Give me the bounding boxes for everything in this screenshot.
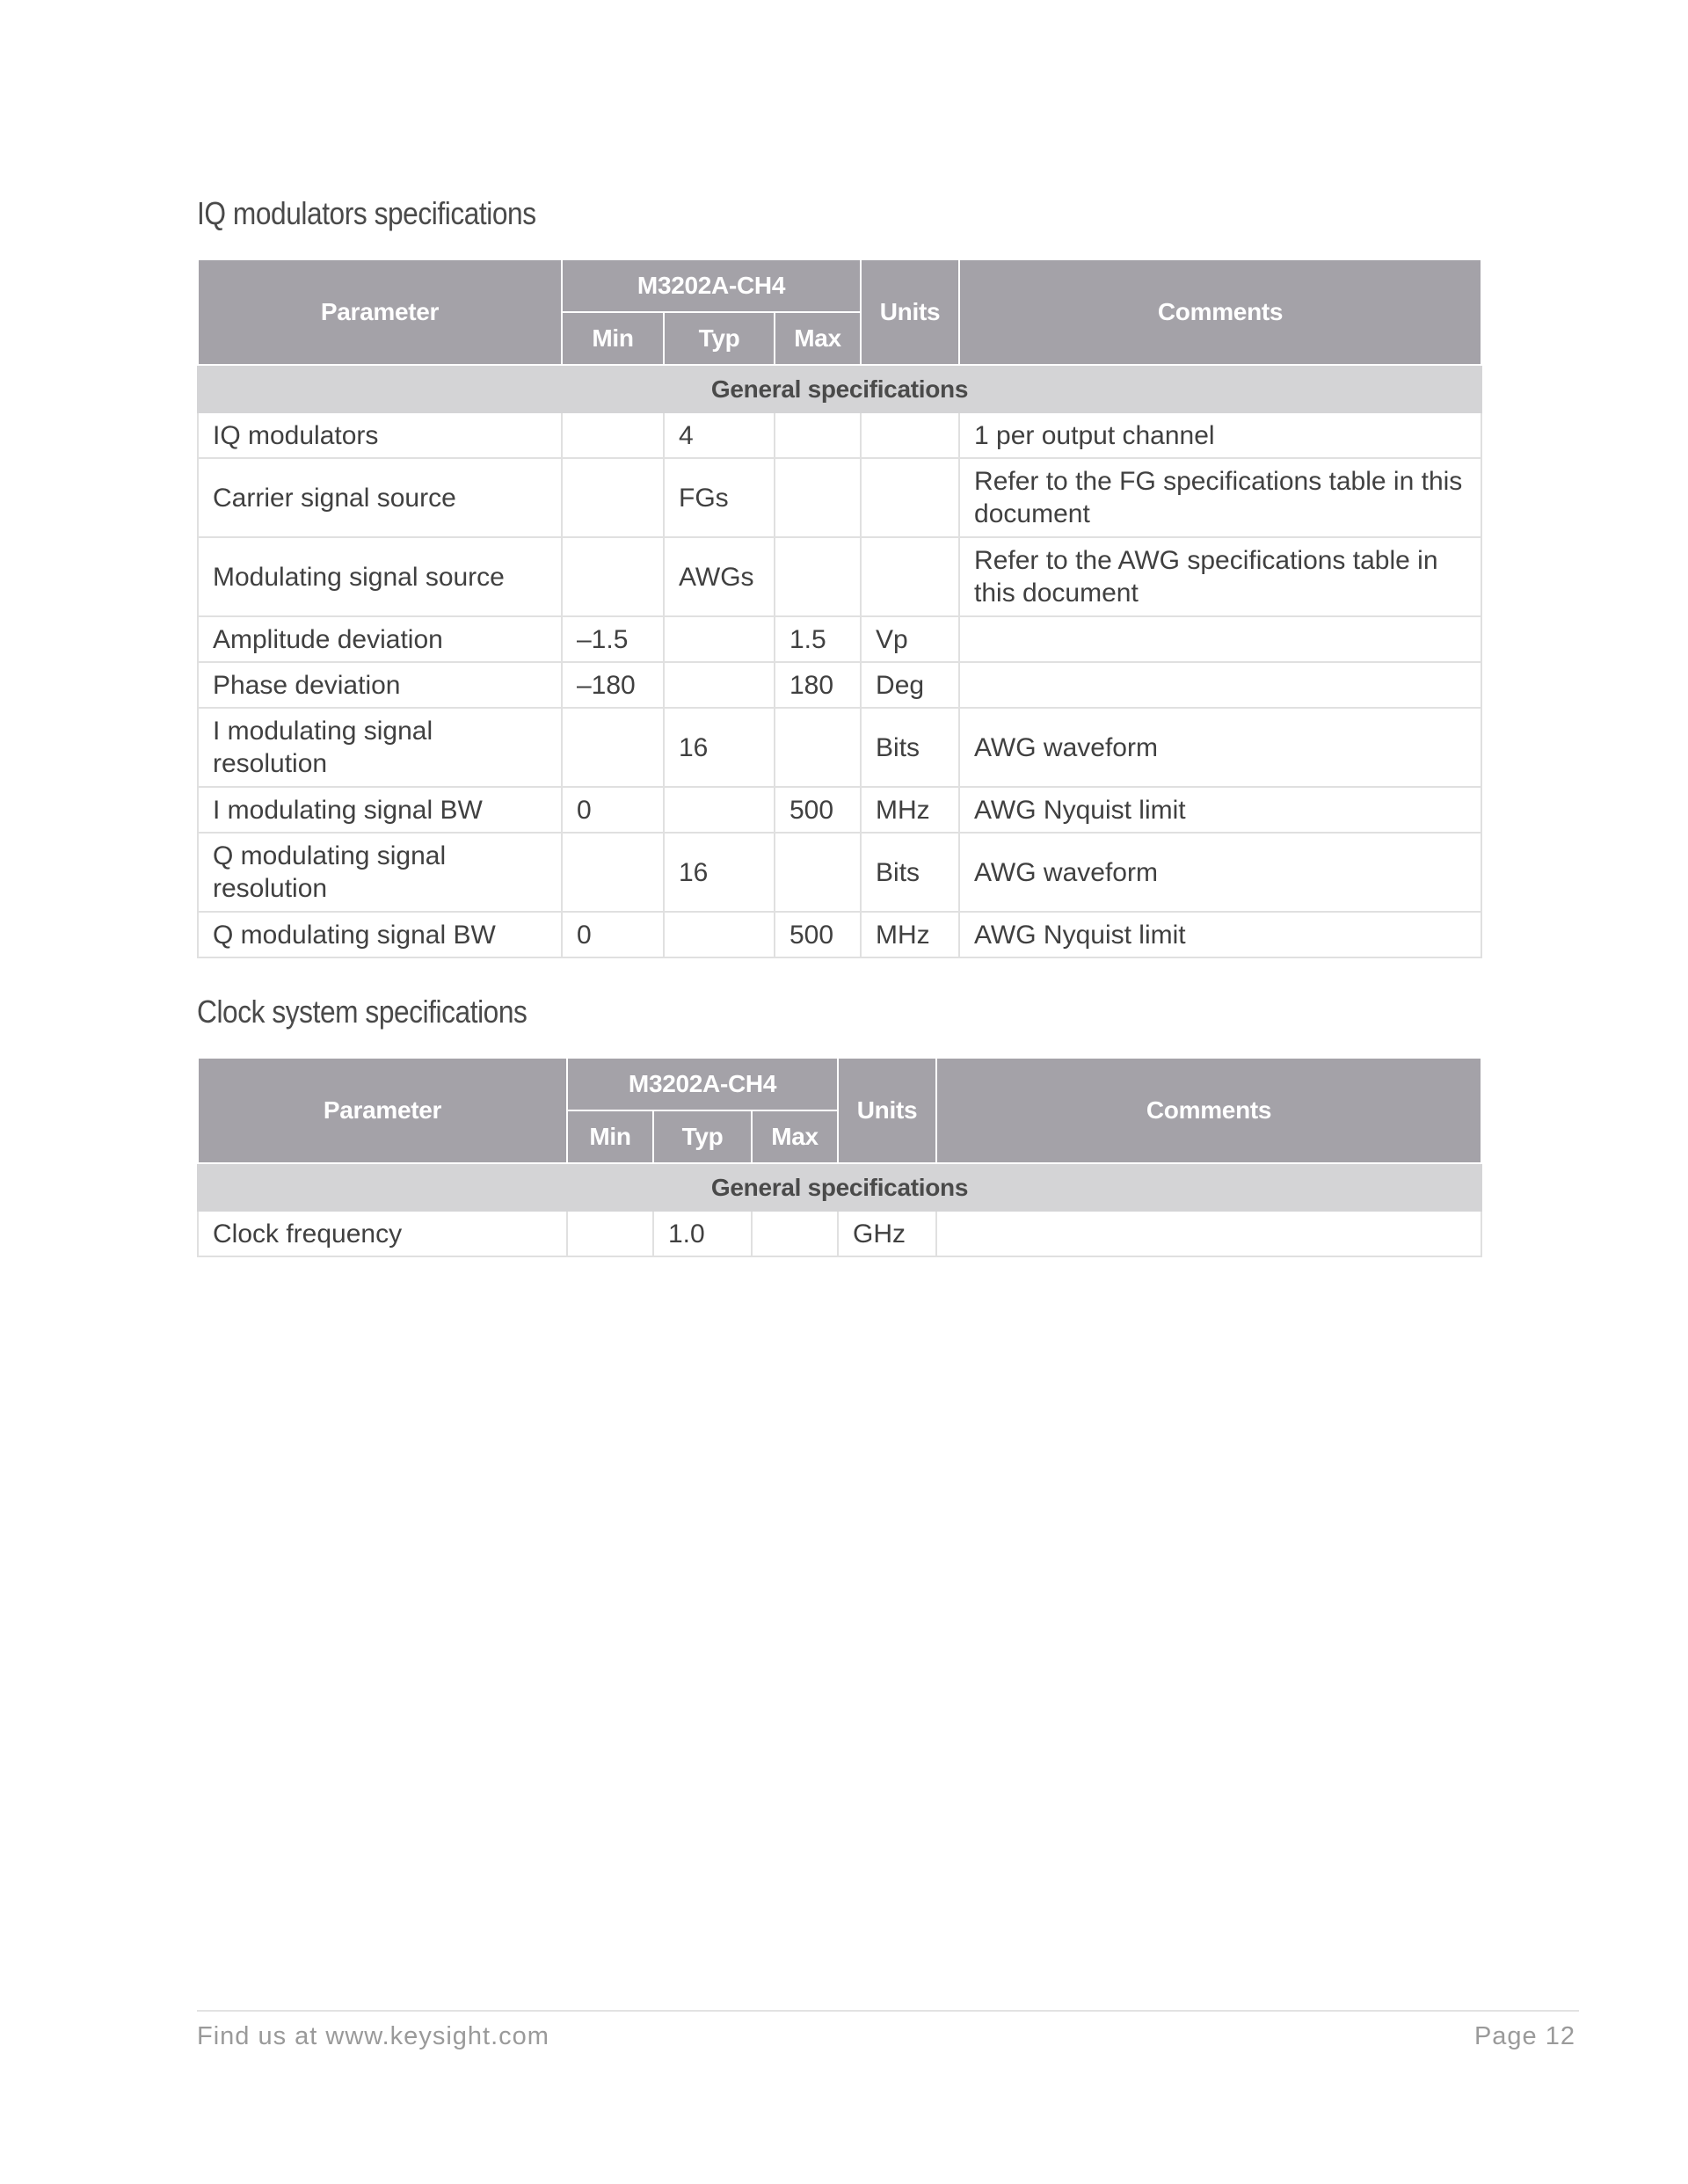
clock-spec-table <box>197 1057 1482 1257</box>
table-row <box>198 912 1481 957</box>
cell-comments <box>959 662 1481 708</box>
cell-typ: 1.0 <box>653 1211 752 1256</box>
cell-typ: 16 <box>664 833 775 912</box>
header-comments: Comments <box>936 1058 1481 1163</box>
header-units: Units <box>861 259 959 365</box>
cell-typ <box>664 616 775 662</box>
header-model: M3202A-CH4 <box>567 1058 838 1110</box>
table-row <box>198 833 1481 912</box>
cell-comments: AWG Nyquist limit <box>959 912 1481 957</box>
table-row <box>198 1211 1481 1256</box>
cell-min: –1.5 <box>562 616 664 662</box>
cell-units: MHz <box>861 787 959 833</box>
cell-units: MHz <box>861 912 959 957</box>
cell-param: I modulating signal BW <box>198 787 562 833</box>
cell-units: Bits <box>861 833 959 912</box>
cell-param: Phase deviation <box>198 662 562 708</box>
group-label: General specifications <box>198 1163 1481 1211</box>
cell-comments: AWG waveform <box>959 833 1481 912</box>
header-parameter: Parameter <box>198 1058 567 1163</box>
cell-comments: Refer to the AWG specifications table in this document <box>959 537 1481 616</box>
cell-comments <box>959 616 1481 662</box>
cell-param: Clock frequency <box>198 1211 567 1256</box>
cell-param: I modulating signal resolution <box>198 708 562 787</box>
cell-typ: FGs <box>664 458 775 537</box>
cell-comments <box>936 1211 1481 1256</box>
cell-param: Q modulating signal resolution <box>198 833 562 912</box>
cell-min <box>562 833 664 912</box>
table-row <box>198 412 1481 458</box>
cell-min <box>562 412 664 458</box>
cell-comments: AWG waveform <box>959 708 1481 787</box>
header-comments: Comments <box>959 259 1481 365</box>
cell-param: Q modulating signal BW <box>198 912 562 957</box>
header-typ: Typ <box>653 1110 752 1163</box>
cell-param: IQ modulators <box>198 412 562 458</box>
cell-comments: 1 per output channel <box>959 412 1481 458</box>
cell-max: 1.5 <box>775 616 861 662</box>
iq-section-title: IQ modulators specifications <box>197 195 536 231</box>
cell-units: Deg <box>861 662 959 708</box>
cell-typ: 4 <box>664 412 775 458</box>
table-row <box>198 616 1481 662</box>
cell-units: Bits <box>861 708 959 787</box>
group-label: General specifications <box>198 365 1481 412</box>
cell-units <box>861 412 959 458</box>
cell-param: Amplitude deviation <box>198 616 562 662</box>
cell-max <box>775 708 861 787</box>
footer-website[interactable]: Find us at www.keysight.com <box>197 2022 549 2050</box>
cell-units: Vp <box>861 616 959 662</box>
table-row <box>198 708 1481 787</box>
header-max: Max <box>752 1110 838 1163</box>
footer-divider <box>197 2010 1579 2012</box>
header-parameter: Parameter <box>198 259 562 365</box>
cell-min <box>562 458 664 537</box>
iq-spec-table <box>197 258 1482 958</box>
cell-comments: Refer to the FG specifications table in this document <box>959 458 1481 537</box>
cell-param: Modulating signal source <box>198 537 562 616</box>
header-max: Max <box>775 312 861 365</box>
header-min: Min <box>567 1110 653 1163</box>
cell-min <box>562 537 664 616</box>
cell-typ <box>664 662 775 708</box>
header-units: Units <box>838 1058 936 1163</box>
cell-min: 0 <box>562 912 664 957</box>
header-min: Min <box>562 312 664 365</box>
cell-typ <box>664 787 775 833</box>
cell-units <box>861 458 959 537</box>
cell-units <box>861 537 959 616</box>
cell-typ: 16 <box>664 708 775 787</box>
cell-min: 0 <box>562 787 664 833</box>
cell-max: 500 <box>775 787 861 833</box>
cell-max: 180 <box>775 662 861 708</box>
cell-max <box>775 537 861 616</box>
page-number: Page 12 <box>1473 2022 1575 2050</box>
cell-comments: AWG Nyquist limit <box>959 787 1481 833</box>
table-row <box>198 787 1481 833</box>
clock-section-title: Clock system specifications <box>197 994 528 1030</box>
cell-max: 500 <box>775 912 861 957</box>
cell-min <box>562 708 664 787</box>
table-row <box>198 537 1481 616</box>
cell-units: GHz <box>838 1211 936 1256</box>
header-typ: Typ <box>664 312 775 365</box>
cell-max <box>752 1211 838 1256</box>
cell-param: Carrier signal source <box>198 458 562 537</box>
cell-typ <box>664 912 775 957</box>
table-row <box>198 458 1481 537</box>
cell-max <box>775 458 861 537</box>
cell-max <box>775 412 861 458</box>
cell-typ: AWGs <box>664 537 775 616</box>
cell-min: –180 <box>562 662 664 708</box>
cell-max <box>775 833 861 912</box>
cell-min <box>567 1211 653 1256</box>
table-row <box>198 662 1481 708</box>
header-model: M3202A-CH4 <box>562 259 861 312</box>
